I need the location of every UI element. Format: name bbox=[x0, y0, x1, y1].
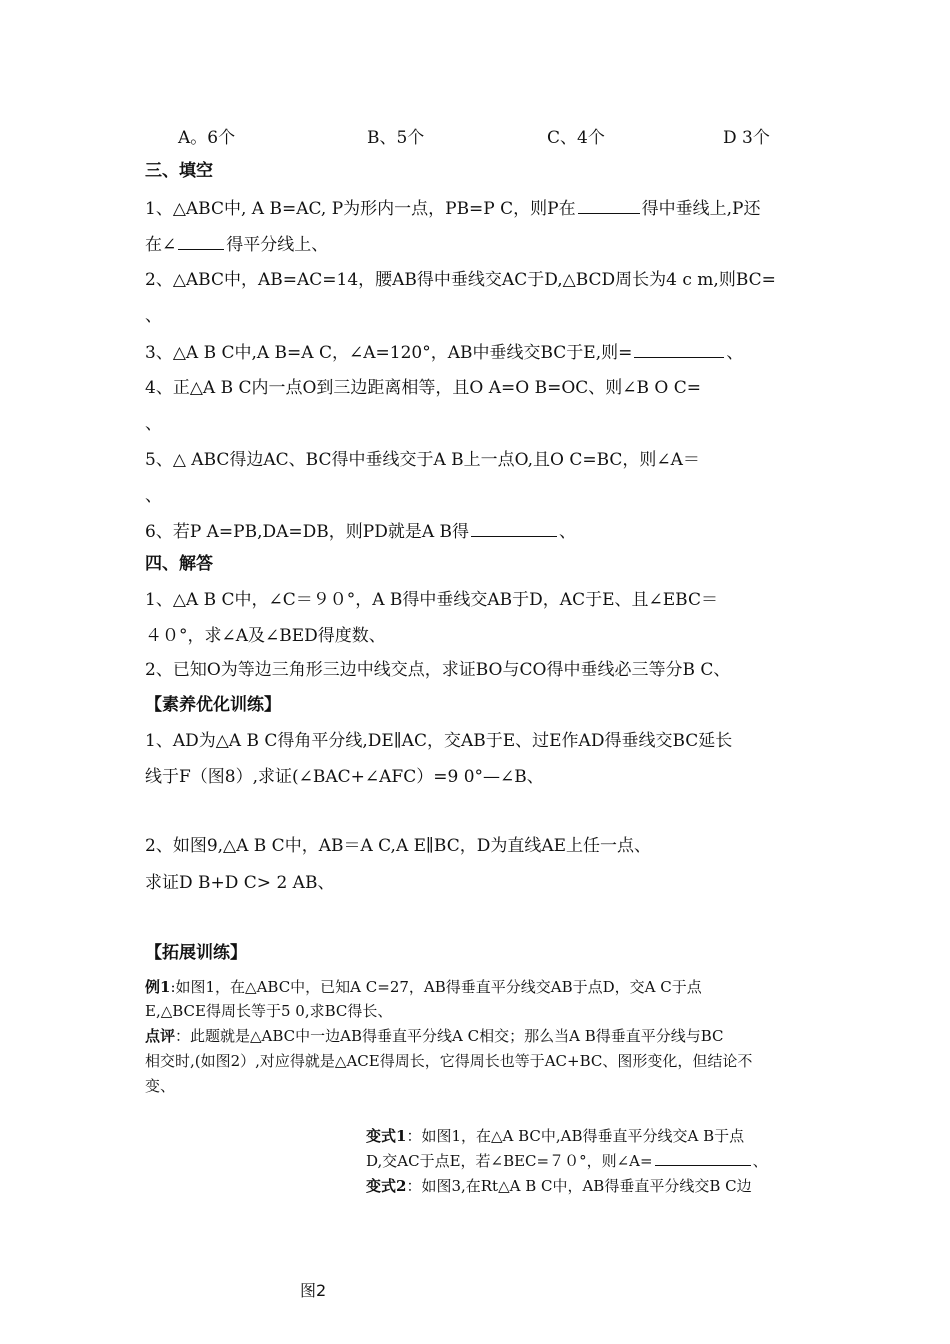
answer-blank bbox=[471, 519, 557, 537]
question-3-6 bbox=[145, 519, 576, 544]
question-4-2: 2、已知O为等边三角形三边中线交点，求证BO与CO得中垂线必三等分B C、 bbox=[145, 660, 731, 680]
comment-line2: 相交时,(如图2）,对应得就是△ACE得周长，它得周长也等于AC+BC、图形变化，但结论不 bbox=[145, 1052, 753, 1070]
variant-text: ：如图3,在Rt△A B C中，AB得垂直平分线交B C边 bbox=[406, 1177, 752, 1195]
question-text: 、 bbox=[559, 522, 577, 542]
variant-2-line1 bbox=[366, 1175, 752, 1197]
question-text: 、 bbox=[726, 343, 744, 363]
figure-caption: 图2 bbox=[300, 1281, 327, 1300]
option-c: C、4个 bbox=[547, 128, 605, 148]
question-text: 得中垂线上,P还 bbox=[641, 199, 761, 219]
variant-label: 变式2 bbox=[366, 1177, 407, 1195]
variant-text: D,交AC于点E，若∠BEC=７０°，则∠A= bbox=[366, 1152, 653, 1170]
question-3-4-line1: 4、正△A B C内一点O到三边距离相等，且O A=O B=OC、则∠B O C= bbox=[145, 378, 702, 398]
comment-text: ：此题就是△ABC中一边AB得垂直平分线A C相交；那么当A B得垂直平分线与BC bbox=[175, 1027, 724, 1045]
question-5-1-line2: 线于F（图8）,求证(∠BAC+∠AFC）=9 0°—∠B、 bbox=[145, 767, 544, 787]
question-3-3 bbox=[145, 340, 743, 365]
question-5-1-line1: 1、AD为△A B C得角平分线,DE∥AC，交AB于E、过E作AD得垂线交BC延长 bbox=[145, 731, 733, 751]
variant-1-line1 bbox=[366, 1125, 744, 1147]
variant-text: ：如图1，在△A BC中,AB得垂直平分线交A B于点 bbox=[406, 1127, 745, 1145]
variant-label: 变式1 bbox=[366, 1127, 407, 1145]
variant-1-line2 bbox=[366, 1150, 768, 1172]
question-text: 6、若P A=PB,DA=DB，则PD就是A B得 bbox=[145, 522, 470, 542]
question-text: 得平分线上、 bbox=[226, 235, 329, 255]
question-3-1-line1 bbox=[145, 196, 760, 221]
question-5-2-line1: 2、如图9,△A B C中，AB＝A C,A E∥BC，D为直线AE上任一点、 bbox=[145, 836, 652, 856]
section-heading-training: 【素养优化训练】 bbox=[145, 695, 281, 715]
example-text: :如图1，在△ABC中，已知A C=27，AB得垂直平分线交AB于点D，交A C于点 bbox=[170, 978, 702, 996]
comment-line3: 变、 bbox=[145, 1077, 176, 1095]
question-4-1-line2: ４０°，求∠A及∠BED得度数、 bbox=[145, 626, 386, 646]
section-heading-fill-blank: 三、填空 bbox=[145, 161, 213, 181]
question-text: 在∠ bbox=[145, 235, 177, 255]
answer-blank bbox=[178, 232, 224, 250]
answer-blank bbox=[655, 1150, 751, 1166]
comment-label: 点评 bbox=[145, 1027, 176, 1045]
question-3-2-line1: 2、△ABC中，AB=AC=14，腰AB得中垂线交AC于D,△BCD周长为4 c m,则BC= bbox=[145, 270, 776, 290]
example-1-line1 bbox=[145, 976, 702, 998]
option-d: D 3个 bbox=[723, 128, 770, 148]
section-heading-extension: 【拓展训练】 bbox=[145, 943, 247, 963]
variant-text: 、 bbox=[752, 1152, 768, 1170]
question-3-2-line2: 、 bbox=[145, 306, 162, 326]
question-5-2-line2: 求证D B+D C> 2 AB、 bbox=[145, 873, 335, 893]
comment-line1 bbox=[145, 1025, 724, 1047]
section-heading-solve: 四、解答 bbox=[145, 554, 213, 574]
question-3-1-line2 bbox=[145, 232, 328, 257]
question-3-5-line1: 5、△ ABC得边AC、BC得中垂线交于A B上一点O,且O C=BC，则∠A＝ bbox=[145, 450, 700, 470]
option-a: A。6个 bbox=[178, 128, 236, 148]
question-text: 1、△ABC中, A B=AC, P为形内一点，PB=P C，则P在 bbox=[145, 199, 576, 219]
answer-blank bbox=[578, 196, 640, 214]
example-label: 例1 bbox=[145, 978, 171, 996]
example-1-line2: E,△BCE得周长等于5 0,求BC得长、 bbox=[145, 1002, 393, 1020]
question-3-4-line2: 、 bbox=[145, 414, 162, 434]
option-b: B、5个 bbox=[367, 128, 425, 148]
question-3-5-line2: 、 bbox=[145, 486, 162, 506]
answer-blank bbox=[634, 340, 724, 358]
question-4-1-line1: 1、△A B C中，∠C＝９０°，A B得中垂线交AB于D，AC于E、且∠EBC＝ bbox=[145, 590, 718, 610]
question-text: 3、△A B C中,A B=A C，∠A=120°，AB中垂线交BC于E,则= bbox=[145, 343, 633, 363]
